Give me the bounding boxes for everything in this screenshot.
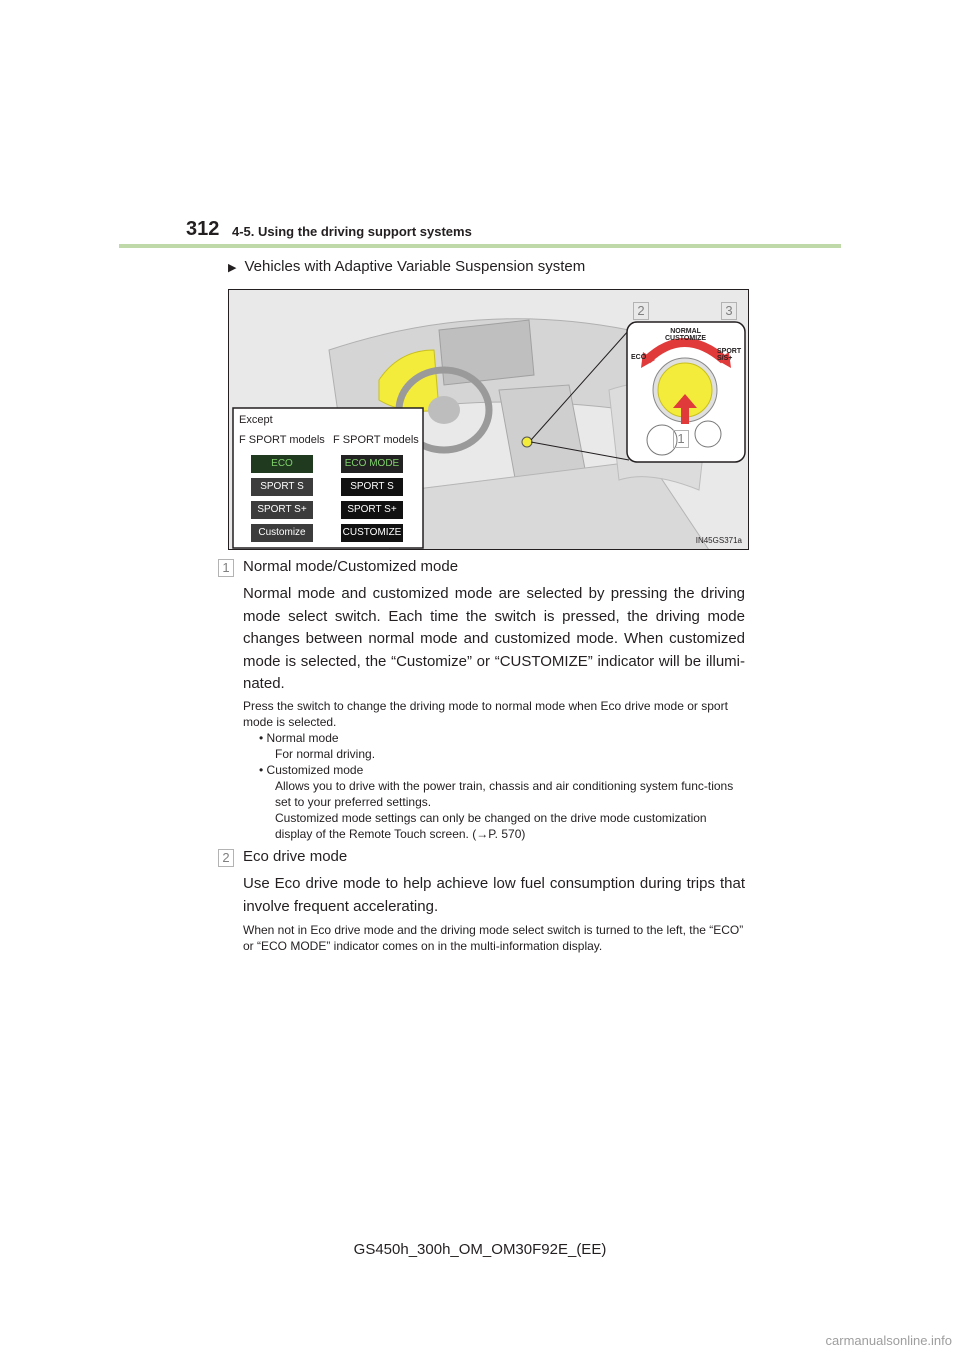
item-body-eco: Use Eco drive mode to help achieve low fuel consumption during trips that involve frequent accelerating. — [243, 875, 745, 915]
header-rule — [119, 244, 841, 248]
bullet-customized-mode: • Customized mode — [259, 763, 364, 777]
badge-eco: ECO — [251, 455, 313, 473]
except-fsport-label: F SPORT models — [239, 434, 325, 446]
sport-dial-label: SPORT S/S+ — [717, 348, 742, 362]
badge-customize: Customize — [251, 524, 313, 542]
bullet-normal-mode-text: For normal driving. — [275, 747, 376, 761]
badge-sport-splus: SPORT S+ — [251, 501, 313, 519]
item-title-normal-customized: Normal mode/Customized mode — [243, 558, 459, 575]
item-marker-2: 2 — [218, 849, 234, 867]
subheading — [228, 258, 585, 275]
except-label: Except — [239, 414, 273, 426]
badge-sport-s: SPORT S — [251, 478, 313, 496]
bullet-normal-mode: • Normal mode — [259, 731, 339, 745]
badge-fsport-customize: CUSTOMIZE — [341, 524, 403, 542]
page-number: 312 — [186, 218, 220, 240]
figure-marker-3: 3 — [721, 302, 737, 320]
item-title-eco: Eco drive mode — [243, 848, 348, 865]
note-eco: When not in Eco drive mode and the driving mode select switch is turned to the left, the “ECO” or “ECO MODE” indicator comes on in the multi-information display. — [243, 923, 744, 953]
bullet-customized-mode-text-2: Customized mode settings can only be changed on the drive mode customization display of the Remote Touch screen. (→P. 570) — [275, 811, 707, 841]
triangle-bullet-icon: ▶ — [228, 262, 237, 274]
bullet-customized-mode-text-1: Allows you to drive with the power train, chassis and air conditioning system func-tions set to your preferred settings. — [275, 779, 734, 809]
item-marker-1: 1 — [218, 559, 234, 577]
figure-marker-1: 1 — [673, 430, 689, 448]
footer-doc-code: GS450h_300h_OM_OM30F92E_(EE) — [353, 1241, 607, 1258]
section-heading: 4-5. Using the driving support systems — [232, 224, 472, 239]
dashboard-illustration — [228, 289, 749, 550]
item-body-normal-customized: Normal mode and customized mode are selected by pressing the driving mode select switch. Each time the switch is pressed, the driving mode changes between normal mode and customized mode. When customized mode is selected, the “Customize” or “CUSTOMIZE” indicator will be illumi-nated. — [243, 585, 745, 692]
badge-fsport-splus: SPORT S+ — [341, 501, 403, 519]
fsport-label: F SPORT models — [333, 434, 419, 446]
note-intro: Press the switch to change the driving mode to normal mode when Eco drive mode or sport mode is selected. — [243, 699, 728, 729]
normal-customize-dial-label: NORMAL CUSTOMIZE — [665, 328, 707, 342]
badge-fsport-s: SPORT S — [341, 478, 403, 496]
figure-marker-2: 2 — [633, 302, 649, 320]
watermark: carmanualsonline.info — [825, 1333, 952, 1348]
subheading-text: Vehicles with Adaptive Variable Suspension system — [244, 258, 586, 275]
figure-code: IN45GS371a — [695, 536, 742, 545]
eco-dial-label: ECO — [631, 354, 647, 361]
note-block-1 — [243, 698, 747, 842]
badge-eco-mode: ECO MODE — [341, 455, 403, 473]
